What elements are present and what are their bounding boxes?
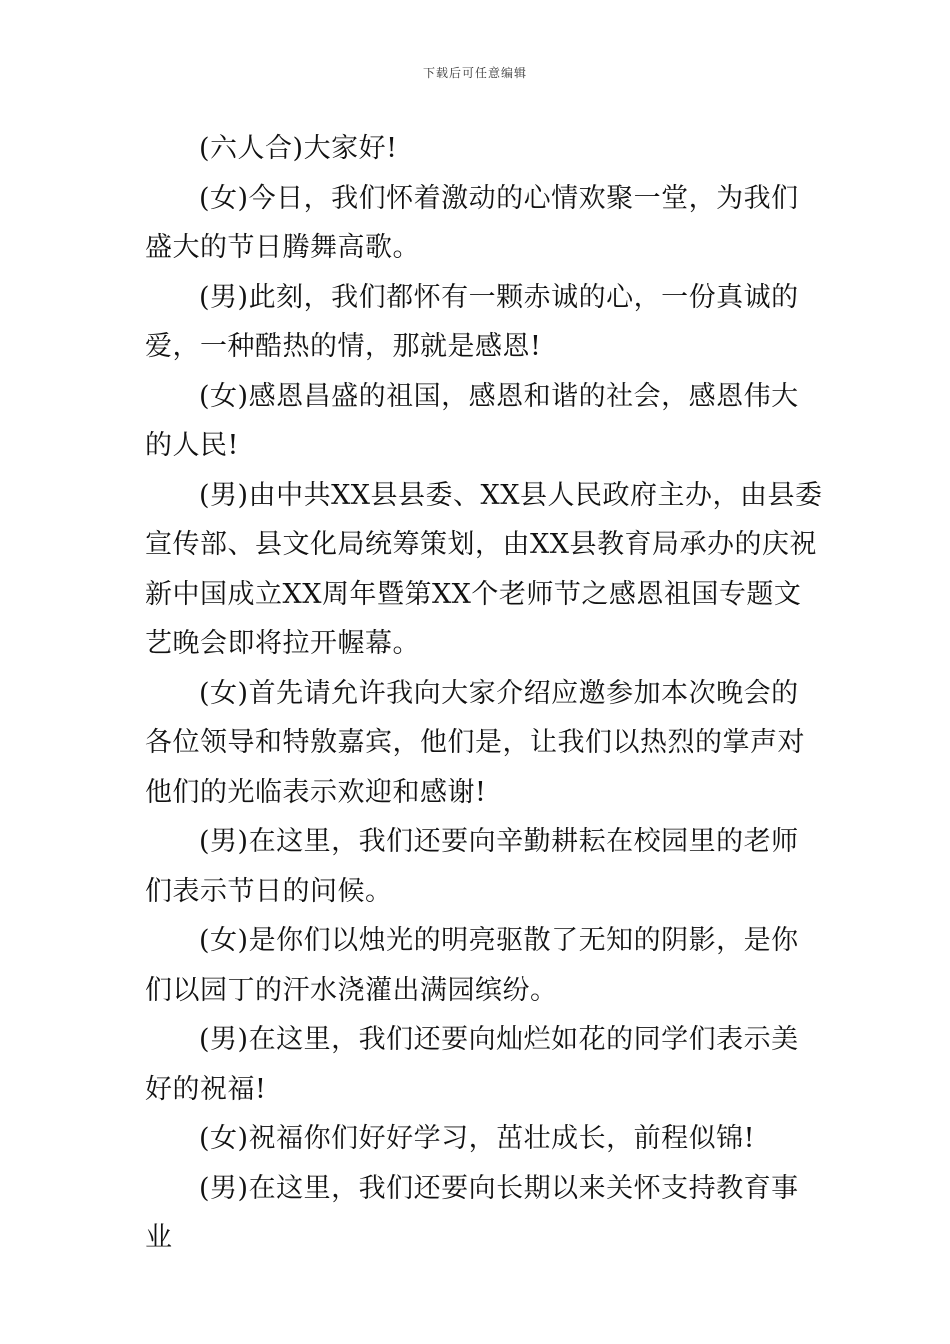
paragraph-3: (男)此刻，我们都怀有一颗赤诚的心，一份真诚的爱，一种酷热的情，那就是感恩! [145,281,799,362]
paragraph-8: (女)是你们以烛光的明亮驱散了无知的阴影，是你们以园丁的汗水浇灌出满园缤纷。 [145,925,799,1006]
paragraph-6: (女)首先请允许我向大家介绍应邀参加本次晚会的各位领导和特敫嘉宾，他们是，让我们以热烈的掌声对他们的光临表示欢迎和感谢! [145,677,805,808]
paragraph-1: (六人合)大家好! [199,133,398,164]
document-body [145,124,825,1263]
paragraph-7: (男)在这里，我们还要向辛勤耕耘在校园里的老师们表示节日的问候。 [145,826,799,907]
paragraph-4: (女)感恩昌盛的祖国，感恩和谐的社会，感恩伟大的人民! [145,380,799,461]
paragraph-11: (男)在这里，我们还要向长期以来关怀支持教育事业 [145,1172,799,1253]
page-header: 下载后可任意编辑 [422,66,527,80]
paragraph-2: (女)今日，我们怀着激动的心情欢聚一堂，为我们盛大的节日腾舞高歌。 [145,182,799,263]
paragraph-9: (男)在这里，我们还要向灿烂如花的同学们表示美好的祝福! [145,1024,799,1105]
paragraph-5: (男)由中共XX县县委、XX县人民政府主办，由县委宣传部、县文化局统筹策划，由XX县教育局承办的庆祝新中国成立XX周年暨第XX个老师节之感恩祖国专题文艺晚会即将拉开幄幕。 [145,479,823,659]
paragraph-10: (女)祝福你们好好学习，茁壮成长，前程似锦! [199,1123,755,1154]
